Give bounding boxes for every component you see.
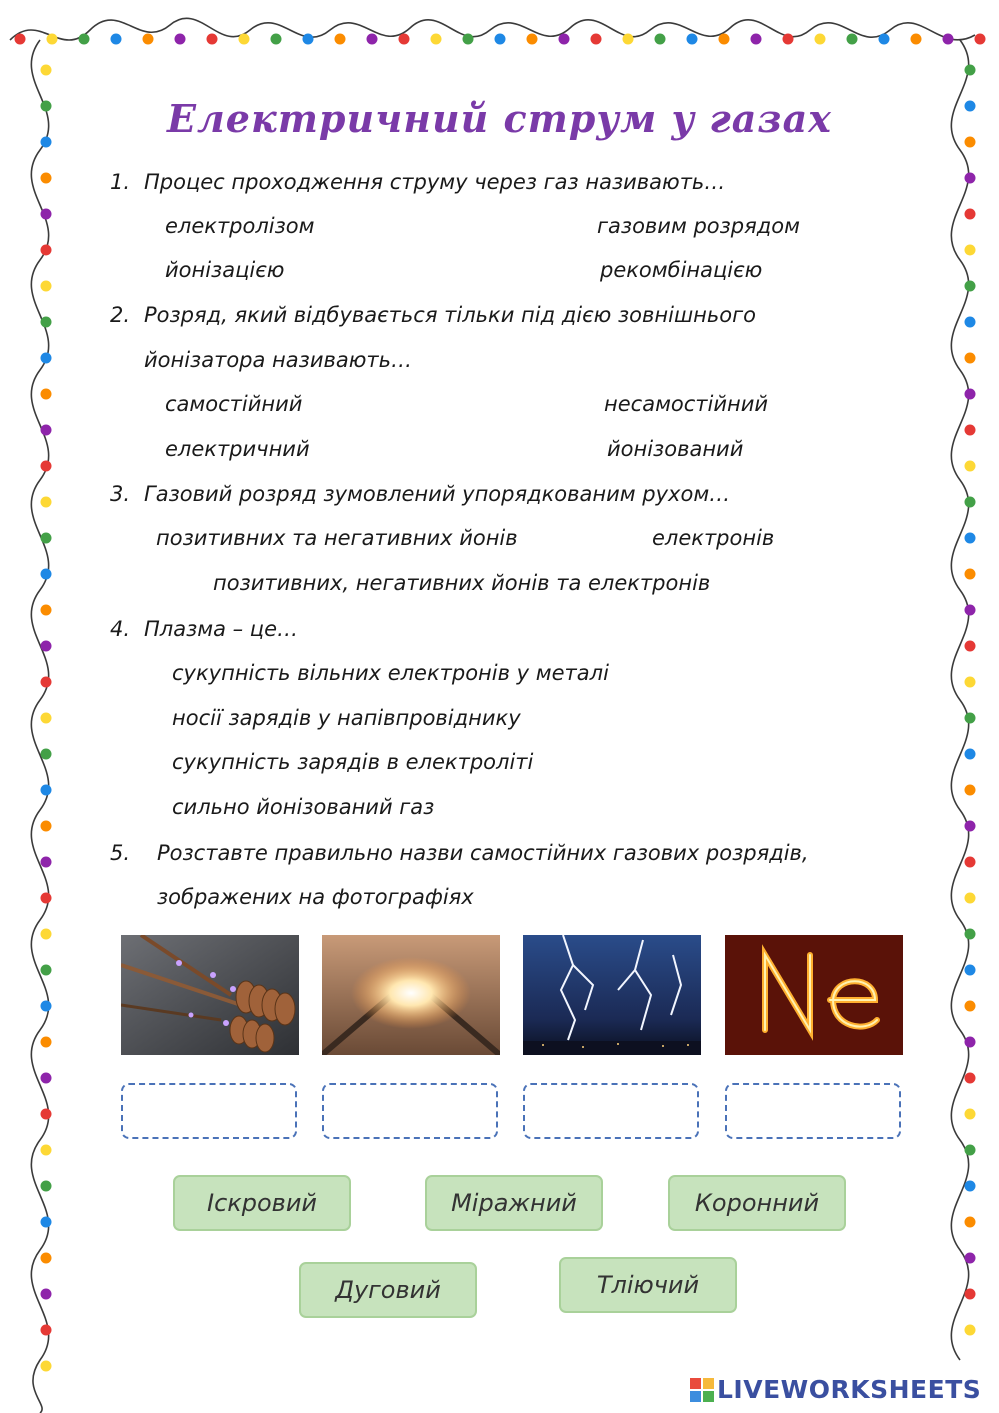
question-4-number: 4. [110, 617, 131, 641]
light-bulb [965, 1037, 976, 1048]
light-bulb [47, 34, 58, 45]
light-bulb [41, 245, 52, 256]
question-2-number: 2. [110, 303, 131, 327]
light-bulb [965, 749, 976, 760]
light-bulb [965, 533, 976, 544]
question-1-text: Процес проходження струму через газ називають… [144, 170, 726, 194]
light-bulb [111, 34, 122, 45]
chip-spark[interactable]: Іскровий [173, 1175, 351, 1231]
answer-slot-1[interactable] [121, 1083, 297, 1139]
light-bulb [463, 34, 474, 45]
q1-option-recombination[interactable]: рекомбінацією [600, 258, 763, 282]
light-bulb [965, 641, 976, 652]
question-5-text-line1: Розставте правильно назви самостійних газових розрядів, [157, 841, 809, 865]
light-bulb [965, 677, 976, 688]
light-bulb [41, 785, 52, 796]
light-bulb [41, 965, 52, 976]
light-bulb [591, 34, 602, 45]
q1-option-gas-discharge[interactable]: газовим розрядом [597, 214, 800, 238]
light-bulb [965, 389, 976, 400]
light-bulb [965, 713, 976, 724]
light-bulb [965, 317, 976, 328]
light-bulb [41, 461, 52, 472]
light-bulb [41, 1109, 52, 1120]
q2-option-electric[interactable]: електричний [165, 437, 310, 461]
light-bulb [623, 34, 634, 45]
light-bulb [815, 34, 826, 45]
light-bulb [41, 65, 52, 76]
light-bulb [15, 34, 26, 45]
light-bulb [965, 209, 976, 220]
light-bulb [41, 1289, 52, 1300]
light-bulb [965, 1217, 976, 1228]
light-bulb [965, 173, 976, 184]
light-bulb [367, 34, 378, 45]
light-bulb [965, 893, 976, 904]
light-bulb [41, 497, 52, 508]
brand-text: LIVEWORKSHEETS [717, 1375, 982, 1404]
light-bulb [143, 34, 154, 45]
light-bulb [41, 317, 52, 328]
light-bulb [965, 461, 976, 472]
question-5-number: 5. [110, 841, 131, 865]
light-bulb [41, 713, 52, 724]
arc-discharge-photo [322, 935, 500, 1055]
question-4-text: Плазма – це… [144, 617, 299, 641]
chip-glow[interactable]: Тліючий [559, 1257, 737, 1313]
light-bulb [41, 1001, 52, 1012]
light-bulb [687, 34, 698, 45]
light-bulb [175, 34, 186, 45]
light-bulb [41, 749, 52, 760]
light-bulb [41, 1181, 52, 1192]
light-bulb [41, 821, 52, 832]
light-bulb [41, 1325, 52, 1336]
light-bulb [527, 34, 538, 45]
light-bulb [719, 34, 730, 45]
q4-option-free-electrons[interactable]: сукупність вільних електронів у металі [172, 661, 609, 685]
q3-option-electrons[interactable]: електронів [652, 526, 775, 550]
light-bulb [847, 34, 858, 45]
light-bulb [41, 533, 52, 544]
light-bulb [41, 1037, 52, 1048]
light-bulb [965, 605, 976, 616]
light-bulb [399, 34, 410, 45]
light-bulb [965, 1073, 976, 1084]
q4-option-ionized-gas[interactable]: сильно йонізований газ [172, 795, 435, 819]
answer-slot-2[interactable] [322, 1083, 498, 1139]
question-5-text-line2: зображених на фотографіях [157, 885, 474, 909]
light-bulb [41, 1361, 52, 1372]
q4-option-electrolyte-charges[interactable]: сукупність зарядів в електроліті [172, 750, 534, 774]
light-bulb [943, 34, 954, 45]
neon-glow-photo [725, 935, 903, 1055]
light-bulb [41, 1073, 52, 1084]
answer-slot-3[interactable] [523, 1083, 699, 1139]
light-bulb [303, 34, 314, 45]
chip-arc[interactable]: Дуговий [299, 1262, 477, 1318]
question-3-number: 3. [110, 482, 131, 506]
corona-discharge-photo [121, 935, 299, 1055]
light-bulb [335, 34, 346, 45]
light-bulb [965, 1325, 976, 1336]
liveworksheets-logo[interactable] [690, 1375, 981, 1404]
light-bulb [965, 1109, 976, 1120]
light-bulb [911, 34, 922, 45]
light-bulb [41, 281, 52, 292]
light-bulb [965, 245, 976, 256]
light-bulb [41, 605, 52, 616]
light-bulb [41, 1145, 52, 1156]
worksheet-title: Електричний струм у газах [167, 96, 832, 141]
light-bulb [965, 965, 976, 976]
light-bulb [41, 677, 52, 688]
light-bulb [41, 209, 52, 220]
light-bulb [559, 34, 570, 45]
light-bulb [41, 569, 52, 580]
light-bulb [271, 34, 282, 45]
light-bulb [965, 1145, 976, 1156]
light-bulb [965, 425, 976, 436]
chip-mirage[interactable]: Міражний [425, 1175, 603, 1231]
light-bulb [41, 929, 52, 940]
light-bulb [965, 821, 976, 832]
light-bulb [431, 34, 442, 45]
light-bulb [41, 857, 52, 868]
light-bulb [965, 353, 976, 364]
q1-option-ionization[interactable]: йонізацією [165, 258, 285, 282]
light-bulb [495, 34, 506, 45]
q2-option-ionized[interactable]: йонізований [607, 437, 744, 461]
light-bulb [41, 1253, 52, 1264]
light-bulb [655, 34, 666, 45]
light-bulb [975, 34, 986, 45]
light-bulb [79, 34, 90, 45]
question-2-text-line2: йонізатора називають… [144, 348, 412, 372]
light-bulb [965, 1181, 976, 1192]
light-bulb [751, 34, 762, 45]
light-bulb [207, 34, 218, 45]
q1-option-electrolysis[interactable]: електролізом [165, 214, 315, 238]
light-bulb [965, 785, 976, 796]
answer-slot-4[interactable] [725, 1083, 901, 1139]
light-bulb [41, 1217, 52, 1228]
light-bulb [965, 497, 976, 508]
light-bulb [41, 641, 52, 652]
light-bulb [965, 1289, 976, 1300]
q4-option-semiconductor-carriers[interactable]: носії зарядів у напівпровіднику [172, 706, 521, 730]
chip-corona[interactable]: Коронний [668, 1175, 846, 1231]
light-bulb [965, 1001, 976, 1012]
light-bulb [41, 425, 52, 436]
q2-option-non-self-sustained[interactable]: несамостійний [604, 392, 769, 416]
light-bulb [41, 173, 52, 184]
light-bulb [41, 893, 52, 904]
light-bulb [965, 569, 976, 580]
light-bulb [783, 34, 794, 45]
light-bulb [965, 1253, 976, 1264]
light-bulb [239, 34, 250, 45]
question-1-number: 1. [110, 170, 131, 194]
q3-option-ions-and-electrons[interactable]: позитивних, негативних йонів та електронів [213, 571, 711, 595]
light-bulb [879, 34, 890, 45]
light-bulb [41, 389, 52, 400]
light-bulb [965, 281, 976, 292]
light-bulb [965, 65, 976, 76]
q3-option-ions[interactable]: позитивних та негативних йонів [156, 526, 518, 550]
lightning-spark-photo [523, 935, 701, 1055]
light-bulb [965, 929, 976, 940]
light-bulb [965, 857, 976, 868]
question-3-text: Газовий розряд зумовлений упорядкованим рухом… [144, 482, 731, 506]
light-bulb [41, 353, 52, 364]
q2-option-self-sustained[interactable]: самостійний [165, 392, 303, 416]
liveworksheets-icon [690, 1378, 714, 1402]
question-2-text-line1: Розряд, який відбувається тільки під дією зовнішнього [144, 303, 757, 327]
